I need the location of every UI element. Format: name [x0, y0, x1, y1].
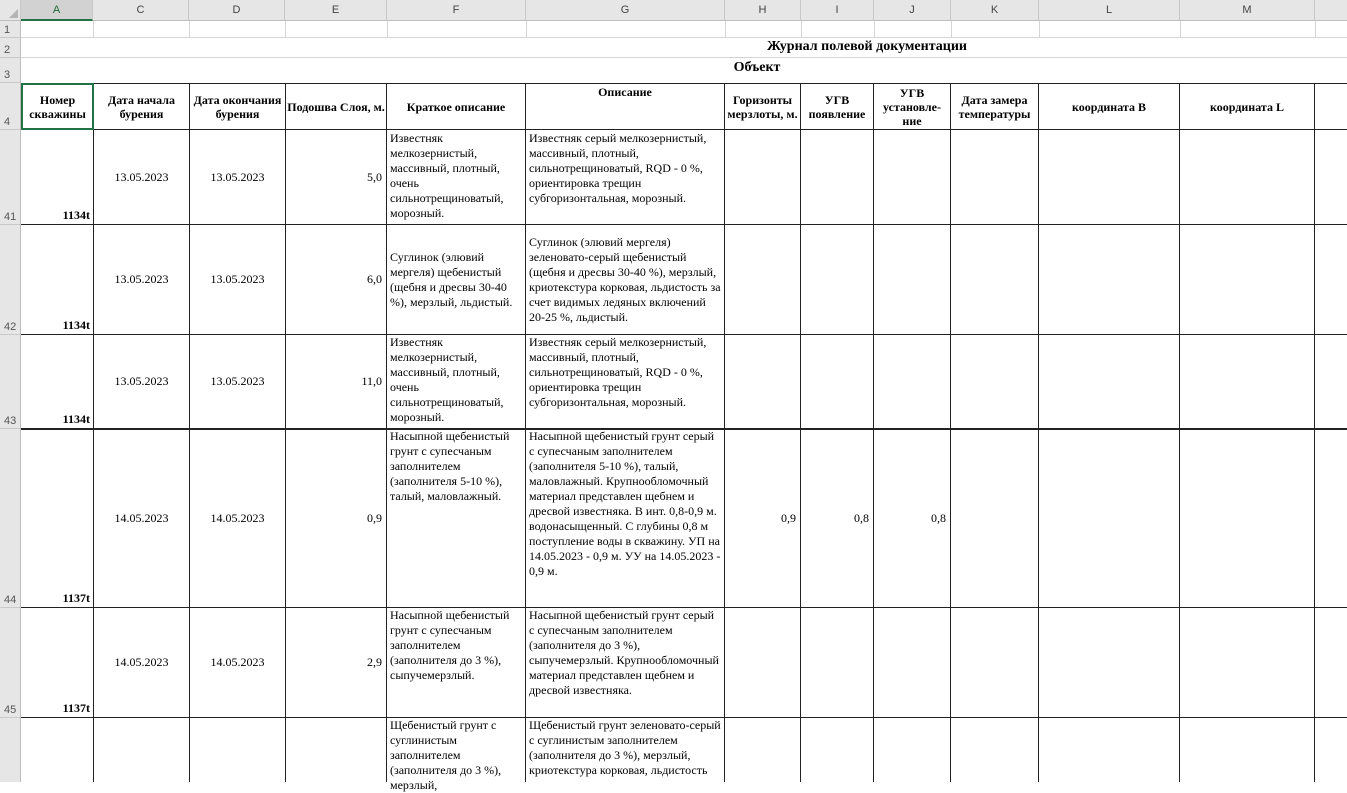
column-header-g[interactable]: G [526, 0, 725, 21]
cell-end-date[interactable]: 14.05.2023 [210, 511, 265, 525]
cell-well-number[interactable]: 1134t [62, 208, 90, 222]
cell-short-description[interactable]: Насыпной щебенистый грунт с супесчаным заполнителем (заполнителя до 3 %), сыпучемерзлый. [390, 608, 510, 682]
cell-description[interactable]: Известняк серый мелкозернистый, массивный, плотный, сильнотрещиноватый, RQD - 0 %, ориентировка трещин субгоризонтальная, морозный. [529, 335, 707, 409]
cell-description[interactable]: Насыпной щебенистый грунт серый с супесчаным заполнителем (заполнителя 5-10 %), талый, маловлажный. Крупнообломочный материал представлен щебнем и дресвой известняка. В инт. 0,8-0,9 м. водонасыщенный. С глубины 0,8 м поступление воды в скважину. УП на 14.05.2023 - 0,9 м. УУ на 14.05.2023 - 0,9 м. [529, 429, 721, 578]
cell-ugv-appearance[interactable]: 0,8 [854, 511, 869, 525]
cell-layer-bottom[interactable]: 6,0 [367, 272, 382, 286]
gridline [285, 21, 286, 38]
row-header-44[interactable]: 44 [0, 429, 21, 608]
cell-start-date[interactable]: 14.05.2023 [114, 511, 169, 525]
gridline [189, 21, 190, 38]
cell-start-date[interactable]: 14.05.2023 [114, 655, 169, 669]
cell-end-date[interactable]: 13.05.2023 [210, 272, 265, 286]
cell-well-number[interactable]: 1137t [62, 701, 90, 715]
column-header-m[interactable]: M [1180, 0, 1315, 21]
column-header-i[interactable]: I [801, 0, 874, 21]
row-header-41[interactable]: 41 [0, 130, 21, 225]
row-header-45[interactable]: 45 [0, 608, 21, 718]
gridline [725, 21, 726, 38]
header-layer-bottom[interactable]: Подошва Слоя, м. [287, 99, 385, 114]
cell-start-date[interactable]: 13.05.2023 [114, 169, 169, 184]
header-temperature-date[interactable]: Дата замера температуры [958, 92, 1031, 121]
row-header-42[interactable]: 42 [0, 225, 21, 335]
cell-end-date[interactable]: 13.05.2023 [210, 169, 265, 184]
header-well-number[interactable]: Номер скважины [29, 92, 86, 121]
gridline [874, 21, 875, 38]
cell-layer-bottom[interactable]: 2,9 [367, 655, 382, 669]
cell-start-date[interactable]: 13.05.2023 [114, 272, 169, 286]
sheet-title[interactable]: Журнал полевой документации [767, 39, 967, 54]
column-header-j[interactable]: J [874, 0, 951, 21]
row-header-4[interactable]: 4 [0, 83, 21, 130]
cell-start-date[interactable]: 13.05.2023 [114, 374, 169, 388]
gridline [1315, 21, 1316, 38]
cell-layer-bottom[interactable]: 11,0 [361, 374, 382, 388]
cell-description[interactable]: Известняк серый мелкозернистый, массивный, плотный, сильнотрещиноватый, RQD - 0 %, ориентировка трещин субгоризонтальная, морозный. [529, 131, 707, 205]
column-header-a[interactable]: A [21, 0, 93, 21]
cell-end-date[interactable]: 13.05.2023 [210, 374, 265, 388]
row-header-3[interactable]: 3 [0, 58, 21, 83]
active-cell-selection[interactable] [21, 83, 94, 130]
gridline [21, 37, 1347, 38]
cell-description[interactable]: Суглинок (элювий мергеля) зеленовато-серый щебенистый (щебня и дресвы 30-40 %), мерзлый, криотекстура корковая, льдистость за счет видимых ледяных включений 20-25 %, льдистый. [529, 235, 721, 324]
column-header-c[interactable]: C [93, 0, 189, 21]
select-all-button[interactable] [0, 0, 21, 21]
column-header-n[interactable] [1315, 0, 1347, 21]
header-start-date[interactable]: Дата начала бурения [107, 92, 176, 121]
column-header-h[interactable]: H [725, 0, 801, 21]
cell-frost-horizon[interactable]: 0,9 [781, 511, 796, 525]
header-end-date[interactable]: Дата окончания бурения [193, 92, 282, 121]
cell-description[interactable]: Насыпной щебенистый грунт серый с супесчаным заполнителем (заполнителя до 3 %), сыпучемерзлый. Крупнообломочный материал представлен щебнем и дресвой известняка. [529, 608, 719, 697]
cell-short-description[interactable]: Суглинок (элювий мергеля) щебенистый (щебня и дресвы 30-40 %), мерзлый, льдистый. [390, 250, 513, 309]
header-coordinate-l[interactable]: координата L [1210, 99, 1284, 114]
cell-short-description[interactable]: Известняк мелкозернистый, массивный, плотный, очень сильнотрещиноватый, морозный. [390, 131, 504, 220]
table-border [1038, 83, 1039, 782]
row-header-2[interactable]: 2 [0, 38, 21, 58]
cell-short-description[interactable]: Известняк мелкозернистый, массивный, плотный, очень сильнотрещиноватый, морозный. [390, 335, 504, 424]
gridline [1039, 21, 1040, 38]
header-coordinate-b[interactable]: координата B [1072, 99, 1146, 114]
header-description[interactable]: Описание [598, 85, 652, 99]
column-header-d[interactable]: D [189, 0, 285, 21]
cell-well-number[interactable]: 1134t [62, 318, 90, 332]
gridline [21, 57, 1347, 58]
cell-end-date[interactable]: 14.05.2023 [210, 655, 265, 669]
gridline [526, 21, 527, 38]
cell-ugv-established[interactable]: 0,8 [931, 511, 946, 525]
table-border [1314, 83, 1315, 782]
cell-layer-bottom[interactable]: 0,9 [367, 511, 382, 525]
gridline [801, 21, 802, 38]
row-header-43[interactable]: 43 [0, 335, 21, 429]
cell-short-description[interactable]: Щебенистый грунт с суглинистым заполнителем (заполнителя до 3 %), мерзлый, [390, 718, 502, 792]
row-header-1[interactable]: 1 [0, 21, 21, 38]
cell-layer-bottom[interactable]: 5,0 [367, 169, 382, 184]
cell-well-number[interactable]: 1137t [62, 591, 90, 605]
column-header-k[interactable]: K [951, 0, 1039, 21]
gridline [1180, 21, 1181, 38]
cell-description[interactable]: Щебенистый грунт зеленовато-серый с суглинистым заполнителем (заполнителя до 3 %), мерзлый, криотекстура корковая, льдистость [529, 718, 721, 777]
row-header-46[interactable] [0, 718, 21, 782]
header-frost-horizons[interactable]: Горизонты мерзлоты, м. [727, 92, 798, 121]
cell-well-number[interactable]: 1134t [62, 412, 90, 426]
column-header-e[interactable]: E [285, 0, 387, 21]
header-ugv-established[interactable]: УГВ установле-ние [883, 85, 941, 128]
column-header-l[interactable]: L [1039, 0, 1180, 21]
gridline [951, 21, 952, 38]
table-border [1179, 83, 1180, 782]
header-ugv-appearance[interactable]: УГВ появление [808, 92, 866, 121]
gridline [387, 21, 388, 38]
header-short-description[interactable]: Краткое описание [406, 99, 506, 114]
sheet-subtitle[interactable]: Объект [733, 60, 781, 75]
cell-short-description[interactable]: Насыпной щебенистый грунт с супесчаным заполнителем (заполнителя 5-10 %), талый, маловлажный. [390, 429, 510, 503]
column-header-f[interactable]: F [387, 0, 526, 21]
table-border [950, 83, 951, 782]
gridline [93, 21, 94, 38]
